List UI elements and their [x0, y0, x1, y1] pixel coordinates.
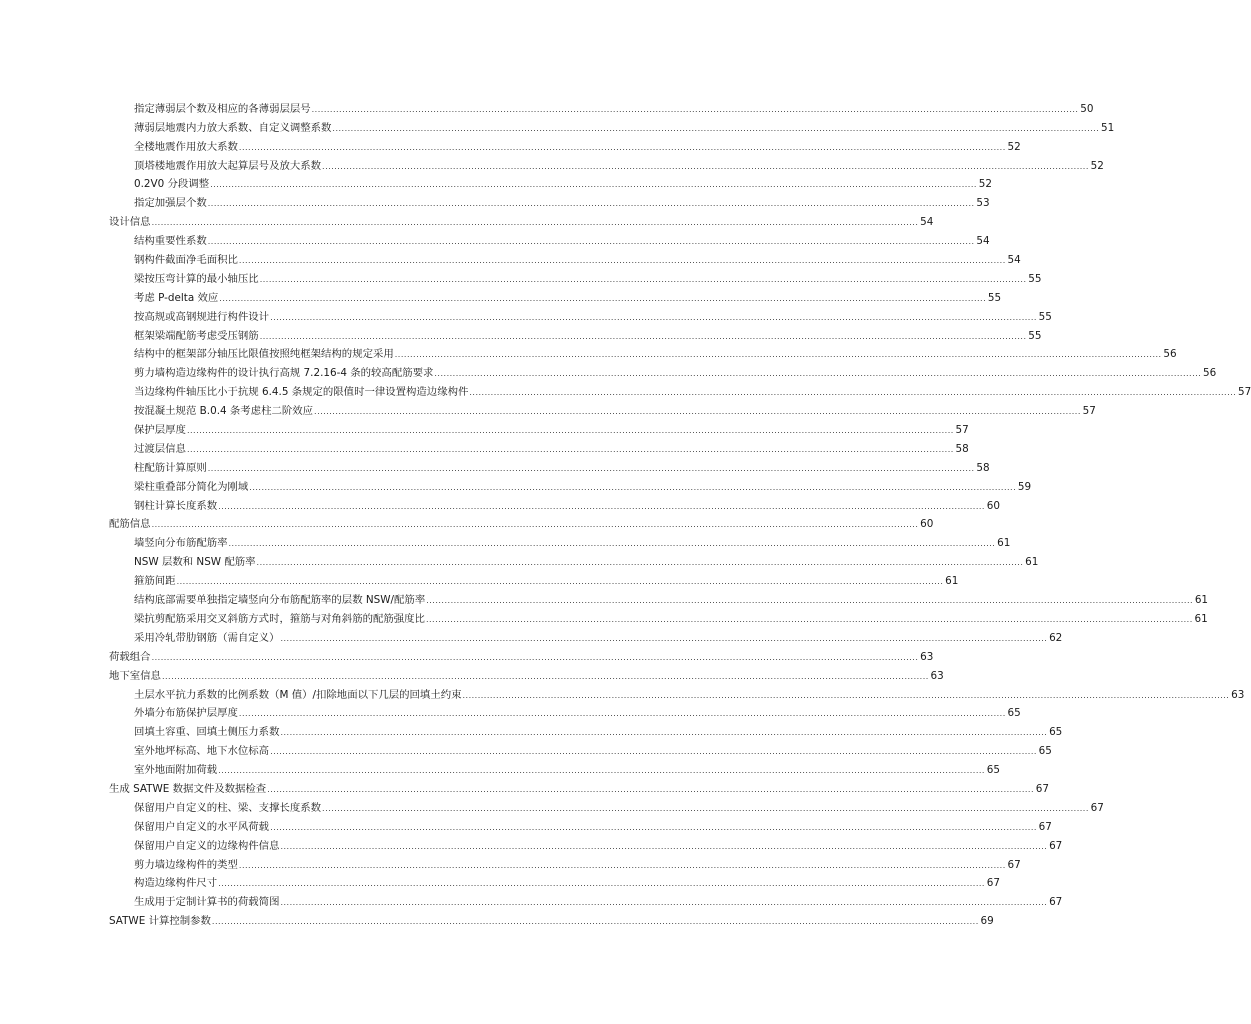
toc-entry-title: 结构中的框架部分轴压比限值按照纯框架结构的规定采用 — [134, 348, 394, 361]
toc-subsection-entry[interactable] — [134, 834, 1063, 853]
toc-entry-title: 构造边缘构件尺寸 — [134, 877, 218, 890]
toc-dot-leader — [218, 766, 985, 776]
toc-dot-leader — [280, 634, 1047, 644]
toc-entry-title: 梁按压弯计算的最小轴压比 — [134, 272, 259, 285]
toc-subsection-entry[interactable] — [134, 588, 1209, 607]
toc-dot-leader — [270, 747, 1037, 757]
toc-dot-leader — [270, 313, 1037, 323]
toc-subsection-entry[interactable] — [134, 380, 1251, 399]
toc-subsection-entry[interactable] — [134, 324, 1042, 343]
toc-entry-page-number: 52 — [1090, 159, 1104, 172]
toc-entry-page-number: 50 — [1080, 102, 1094, 115]
toc-entry-page-number: 65 — [1049, 726, 1063, 739]
toc-dot-leader — [162, 672, 929, 682]
toc-entry-page-number: 67 — [1035, 782, 1050, 795]
toc-entry-page-number: 61 — [1025, 556, 1039, 569]
toc-dot-leader — [177, 577, 944, 587]
toc-section-entry[interactable] — [109, 777, 1050, 796]
toc-entry-page-number: 67 — [1049, 896, 1063, 909]
toc-entry-page-number: 54 — [1007, 254, 1021, 267]
toc-subsection-entry[interactable] — [134, 853, 1021, 872]
toc-subsection-entry[interactable] — [134, 116, 1115, 135]
toc-entry-title: 保护层厚度 — [134, 424, 186, 437]
toc-entry-title: 指定薄弱层个数及相应的各薄弱层层号 — [134, 102, 311, 115]
toc-entry-title: 保留用户自定义的边缘构件信息 — [134, 839, 280, 852]
toc-entry-page-number: 52 — [978, 178, 992, 191]
toc-subsection-entry[interactable] — [134, 173, 992, 192]
toc-entry-title: 结构底部需要单独指定墙竖向分布筋配筋率的层数 NSW/配筋率 — [134, 594, 426, 607]
toc-subsection-entry[interactable] — [134, 626, 1063, 645]
toc-subsection-entry[interactable] — [134, 475, 1032, 494]
toc-section-entry[interactable] — [109, 645, 934, 664]
toc-dot-leader — [152, 653, 919, 663]
toc-entry-page-number: 63 — [930, 669, 944, 682]
toc-entry-page-number: 61 — [945, 575, 959, 588]
toc-subsection-entry[interactable] — [134, 702, 1021, 721]
toc-subsection-entry[interactable] — [134, 135, 1021, 154]
toc-section-entry[interactable] — [109, 664, 944, 683]
toc-subsection-entry[interactable] — [134, 890, 1063, 909]
toc-entry-title: 结构重要性系数 — [134, 235, 207, 248]
toc-dot-leader — [229, 539, 996, 549]
toc-entry-title: NSW 层数和 NSW 配筋率 — [134, 556, 256, 569]
toc-entry-title: 按混凝土规范 B.0.4 条考虑柱二阶效应 — [134, 405, 314, 418]
toc-dot-leader — [210, 180, 977, 190]
toc-dot-leader — [239, 709, 1006, 719]
toc-dot-leader — [208, 237, 975, 247]
toc-section-entry[interactable] — [109, 513, 934, 532]
toc-subsection-entry[interactable] — [134, 758, 1000, 777]
toc-entry-title: 钢柱计算长度系数 — [134, 499, 218, 512]
toc-entry-page-number: 55 — [1028, 329, 1042, 342]
toc-subsection-entry[interactable] — [134, 437, 969, 456]
toc-subsection-entry[interactable] — [134, 229, 990, 248]
toc-dot-leader — [239, 256, 1006, 266]
toc-entry-title: 箍筋间距 — [134, 575, 176, 588]
toc-dot-leader — [434, 369, 1201, 379]
toc-dot-leader — [322, 162, 1089, 172]
toc-subsection-entry[interactable] — [134, 286, 1002, 305]
toc-entry-title: 回填土容重、回填土侧压力系数 — [134, 726, 280, 739]
toc-dot-leader — [249, 483, 1016, 493]
toc-entry-title: 柱配筋计算原则 — [134, 461, 207, 474]
toc-entry-page-number: 58 — [955, 442, 969, 455]
toc-entry-title: 墙竖向分布筋配筋率 — [134, 537, 228, 550]
toc-entry-title: 保留用户自定义的水平风荷载 — [134, 820, 270, 833]
toc-subsection-entry[interactable] — [134, 248, 1021, 267]
toc-dot-leader — [395, 350, 1162, 360]
toc-entry-title: 梁柱重叠部分简化为刚域 — [134, 480, 249, 493]
toc-entry-page-number: 63 — [920, 650, 934, 663]
toc-dot-leader — [280, 728, 1047, 738]
toc-entry-title: 指定加强层个数 — [134, 197, 207, 210]
toc-entry-title: 配筋信息 — [109, 518, 151, 531]
toc-entry-title: 考虑 P-delta 效应 — [134, 291, 219, 304]
toc-section-entry[interactable] — [109, 210, 934, 229]
toc-entry-page-number: 51 — [1101, 121, 1115, 134]
toc-entry-page-number: 56 — [1202, 367, 1217, 380]
toc-entry-title: 采用冷轧带肋钢筋（需自定义） — [134, 631, 280, 644]
toc-entry-page-number: 61 — [997, 537, 1011, 550]
toc-entry-title: 生成 SATWE 数据文件及数据检查 — [109, 782, 267, 795]
toc-entry-page-number: 67 — [1038, 820, 1052, 833]
toc-subsection-entry[interactable] — [134, 267, 1042, 286]
toc-dot-leader — [239, 861, 1006, 871]
toc-dot-leader — [187, 426, 954, 436]
toc-entry-page-number: 67 — [1090, 801, 1104, 814]
toc-entry-title: 室外地面附加荷载 — [134, 764, 218, 777]
toc-entry-title: 外墙分布筋保护层厚度 — [134, 707, 238, 720]
toc-dot-leader — [218, 502, 985, 512]
toc-entry-page-number: 60 — [920, 518, 934, 531]
toc-entry-page-number: 65 — [1007, 707, 1021, 720]
toc-entry-title: 薄弱层地震内力放大系数、自定义调整系数 — [134, 121, 332, 134]
toc-entry-title: 剪力墙构造边缘构件的设计执行高规 7.2.16-4 条的较高配筋要求 — [134, 367, 434, 380]
toc-entry-page-number: 67 — [1007, 858, 1021, 871]
toc-entry-page-number: 67 — [1049, 839, 1063, 852]
toc-subsection-entry[interactable] — [134, 550, 1039, 569]
toc-dot-leader — [218, 879, 985, 889]
toc-entry-title: 保留用户自定义的柱、梁、支撑长度系数 — [134, 801, 322, 814]
toc-dot-leader — [208, 464, 975, 474]
toc-dot-leader — [239, 143, 1006, 153]
toc-dot-leader — [208, 199, 975, 209]
toc-subsection-entry[interactable] — [134, 531, 1011, 550]
toc-entry-title: 生成用于定制计算书的荷载简图 — [134, 896, 280, 909]
toc-entry-title: 当边缘构件轴压比小于抗规 6.4.5 条规定的限值时一律设置构造边缘构件 — [134, 386, 469, 399]
toc-entry-page-number: 55 — [987, 291, 1002, 304]
toc-dot-leader — [152, 218, 919, 228]
toc-entry-title: 按高规或高钢规进行构件设计 — [134, 310, 270, 323]
toc-entry-page-number: 56 — [1163, 348, 1177, 361]
toc-subsection-entry[interactable] — [134, 418, 969, 437]
toc-subsection-entry[interactable] — [134, 569, 959, 588]
toc-dot-leader — [469, 388, 1236, 398]
toc-entry-page-number: 62 — [1049, 631, 1063, 644]
toc-subsection-entry[interactable] — [134, 739, 1052, 758]
toc-entry-title: 全楼地震作用放大系数 — [134, 140, 238, 153]
toc-entry-title: 框架梁端配筋考虑受压钢筋 — [134, 329, 259, 342]
toc-dot-leader — [212, 917, 979, 927]
toc-entry-title: 过渡层信息 — [134, 442, 186, 455]
toc-subsection-entry[interactable] — [134, 97, 1094, 116]
toc-entry-page-number: 61 — [1194, 612, 1208, 625]
toc-dot-leader — [257, 558, 1024, 568]
toc-dot-leader — [260, 275, 1027, 285]
toc-dot-leader — [280, 842, 1047, 852]
toc-dot-leader — [280, 898, 1047, 908]
toc-entry-title: 顶塔楼地震作用放大起算层号及放大系数 — [134, 159, 322, 172]
toc-subsection-entry[interactable] — [134, 361, 1217, 380]
toc-entry-title: 地下室信息 — [109, 669, 161, 682]
toc-entry-page-number: 52 — [1007, 140, 1021, 153]
toc-dot-leader — [219, 294, 986, 304]
toc-subsection-entry[interactable] — [134, 607, 1208, 626]
toc-entry-page-number: 69 — [980, 915, 994, 928]
toc-section-entry[interactable] — [109, 909, 994, 928]
toc-entry-page-number: 65 — [1038, 745, 1052, 758]
toc-subsection-entry[interactable] — [134, 683, 1245, 702]
toc-entry-title: 设计信息 — [109, 216, 151, 229]
table-of-contents — [0, 97, 1251, 928]
toc-entry-page-number: 59 — [1017, 480, 1032, 493]
toc-entry-page-number: 57 — [1237, 386, 1251, 399]
toc-dot-leader — [322, 804, 1089, 814]
toc-entry-title: SATWE 计算控制参数 — [109, 915, 211, 928]
toc-entry-page-number: 54 — [920, 216, 934, 229]
toc-entry-page-number: 58 — [976, 461, 990, 474]
toc-entry-title: 梁抗剪配筋采用交叉斜筋方式时，箍筋与对角斜筋的配筋强度比 — [134, 612, 425, 625]
toc-dot-leader — [426, 596, 1193, 606]
toc-subsection-entry[interactable] — [134, 494, 1000, 513]
toc-dot-leader — [260, 332, 1027, 342]
toc-subsection-entry[interactable] — [134, 815, 1052, 834]
toc-entry-page-number: 54 — [976, 235, 990, 248]
toc-subsection-entry[interactable] — [134, 720, 1063, 739]
toc-entry-page-number: 65 — [986, 764, 1000, 777]
toc-subsection-entry[interactable] — [134, 456, 990, 475]
toc-dot-leader — [312, 105, 1079, 115]
toc-entry-page-number: 61 — [1194, 594, 1209, 607]
toc-dot-leader — [314, 407, 1081, 417]
toc-subsection-entry[interactable] — [134, 399, 1096, 418]
toc-dot-leader — [426, 615, 1193, 625]
toc-entry-title: 荷载组合 — [109, 650, 151, 663]
toc-entry-page-number: 57 — [955, 424, 969, 437]
toc-dot-leader — [462, 691, 1229, 701]
toc-entry-page-number: 55 — [1038, 310, 1052, 323]
toc-entry-title: 土层水平抗力系数的比例系数（M 值）/扣除地面以下几层的回填土约束 — [134, 688, 462, 701]
toc-entry-title: 室外地坪标高、地下水位标高 — [134, 745, 270, 758]
toc-entry-page-number: 55 — [1028, 272, 1042, 285]
toc-subsection-entry[interactable] — [134, 343, 1177, 362]
toc-dot-leader — [152, 520, 919, 530]
toc-entry-page-number: 63 — [1231, 688, 1245, 701]
toc-subsection-entry[interactable] — [134, 796, 1104, 815]
toc-dot-leader — [187, 445, 954, 455]
toc-subsection-entry[interactable] — [134, 191, 990, 210]
toc-subsection-entry[interactable] — [134, 154, 1104, 173]
toc-entry-page-number: 53 — [976, 197, 990, 210]
toc-dot-leader — [332, 124, 1099, 134]
toc-subsection-entry[interactable] — [134, 872, 1000, 891]
toc-entry-title: 剪力墙边缘构件的类型 — [134, 858, 238, 871]
toc-entry-title: 0.2V0 分段调整 — [134, 178, 210, 191]
toc-entry-page-number: 57 — [1082, 405, 1096, 418]
toc-entry-title: 钢构件截面净毛面积比 — [134, 254, 238, 267]
toc-entry-page-number: 67 — [986, 877, 1000, 890]
toc-subsection-entry[interactable] — [134, 305, 1052, 324]
toc-dot-leader — [267, 785, 1034, 795]
toc-dot-leader — [270, 823, 1037, 833]
toc-entry-page-number: 60 — [986, 499, 1000, 512]
